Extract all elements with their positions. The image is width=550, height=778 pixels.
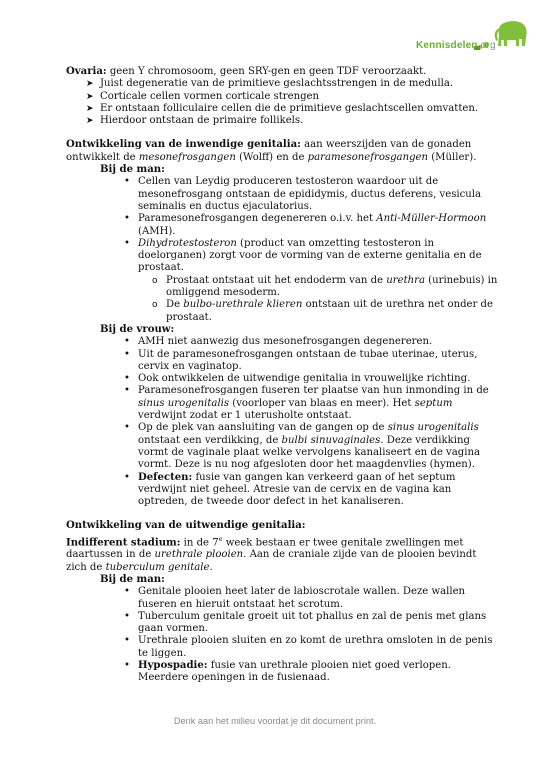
list-item: ➤ Juist degeneratie van de primitieve geslachtsstrengen in de medulla. [86, 78, 454, 90]
sub-list-item: o Prostaat ontstaat uit het endoderm van de urethra (urinebuis) in omliggend mesoderm. [152, 274, 498, 299]
ovaria-title: Ovaria: [66, 66, 107, 77]
bullet-icon: • [124, 385, 130, 397]
kennisdelen-logo [416, 18, 534, 54]
inwendig-vrouw-heading: Bij de vrouw: [100, 323, 175, 335]
bullet-icon: • [124, 586, 130, 598]
ovaria-text: geen Y chromosoom, geen SRY-gen en geen TDF veroorzaakt. [106, 66, 427, 77]
inwendig-intro: Ontwikkeling van de inwendige genitalia: aan weerszijden van de gonaden ontwikkelt de mesonefrosgangen (Wolff) en de paramesonefrosgangen (Müller). [66, 139, 477, 163]
bullet-icon: • [124, 237, 130, 249]
sub-list-item: o De bulbo-urethrale klieren ontstaan uit de urethra net onder de prostaat. [152, 299, 493, 323]
bullet-icon: • [124, 660, 130, 672]
list-item: • Cellen van Leydig produceren testosteron waardoor uit de mesonefrosgang ontstaan de epididymis, ductus deferens, vesicula seminalis en ductus ejaculatorius. [124, 176, 482, 212]
circle-bullet-icon: o [152, 275, 158, 286]
bullet-icon: • [124, 336, 130, 348]
brand-wordmark [416, 40, 496, 51]
inwendig-man-list [66, 176, 498, 324]
arrow-bullet-icon: ➤ [86, 79, 94, 90]
list-item: • Paramesonefrosgangen degenereren o.i.v. het Anti-Müller-Hormoon (AMH). [124, 213, 487, 237]
bullet-icon: • [124, 610, 130, 622]
arrow-bullet-icon: ➤ [86, 116, 94, 127]
list-item: • Paramesonefrosgangen fuseren ter plaatse van hun inmonding in de sinus urogenitalis (voorloper van blaas en meer). Het septum verdwijnt zodat er 1 uterusholte ontstaat. [124, 385, 489, 422]
arrow-bullet-icon: ➤ [86, 103, 94, 114]
bullet-icon: • [124, 176, 130, 188]
circle-bullet-icon: o [152, 300, 158, 311]
bullet-icon: • [124, 213, 130, 225]
list-item: • Tuberculum genitale groeit uit tot phallus en zal de penis met glans gaan vormen. [124, 610, 487, 635]
list-item: • Urethrale plooien sluiten en zo komt de urethra omsloten in de penis te liggen. [124, 635, 493, 659]
inwendig-vrouw-list [66, 336, 498, 508]
list-item: • Hypospadie: fusie van urethrale plooien niet goed verlopen. Meerdere openingen in de fusienaad. [124, 660, 451, 684]
list-item: ➤ Hierdoor ontstaan de primaire follikels. [86, 115, 304, 127]
list-item: ➤ Er ontstaan folliculaire cellen die de primitieve geslachtscellen omvatten. [86, 102, 479, 114]
brand-name: Kennisdelen [416, 40, 478, 51]
ovaria-paragraph [66, 66, 498, 78]
uitwendig-man-heading: Bij de man: [100, 573, 165, 585]
bullet-icon: • [124, 422, 130, 434]
uitwendig-man-list [66, 586, 498, 684]
list-item: • Op de plek van aansluiting van de gangen op de sinus urogenitalis ontstaat een verdikking, de bulbi sinuvaginales. Deze verdikking vormt de vaginale plaat welke vervolgens kanaliseert en de vagina vormt. Deze is nu nog afgesloten door het maagdenvlies (hymen). [124, 422, 480, 471]
document-body [66, 66, 498, 685]
inwendig-title: Ontwikkeling van de inwendige genitalia: [66, 139, 301, 151]
list-item: • Genitale plooien heet later de labioscrotale wallen. Deze wallen fuseren en hieruit ontstaat het scrotum. [124, 586, 466, 610]
bullet-icon: • [124, 471, 130, 483]
list-item: • Dihydrotestosteron (product van omzetting testosteron in doelorganen) zorgt voor de vorming van de externe genitalia en de prostaat. o Prostaat ontstaat uit het endoderm van de urethra (urinebuis) in omliggend mesoderm. o De bulbo-urethrale klieren ontstaan uit de urethra net onder de prostaat. [124, 237, 498, 323]
page-footer: Denk aan het milieu voordat je dit document print. [173, 716, 377, 726]
arrow-bullet-icon: ➤ [86, 91, 94, 102]
list-item: ➤ Corticale cellen vormen corticale strengen [86, 90, 320, 102]
list-item: • AMH niet aanwezig dus mesonefrosgangen degenereren. [124, 336, 433, 348]
list-item: • Ook ontwikkelen de uitwendige genitalia in vrouwelijke richting. [124, 373, 471, 385]
indifferent-paragraph: Indifferent stadium: in de 7e week bestaan er twee genitale zwellingen met daartussen in de urethrale plooien. Aan de craniale zijde van de plooien bevindt zich de tuberculum genitale. [66, 534, 477, 573]
prostate-sublist [138, 275, 498, 324]
bullet-icon: • [124, 635, 130, 647]
uitwendig-title: Ontwikkeling van de uitwendige genitalia: [66, 520, 306, 532]
brand-tld: .org [477, 40, 496, 51]
ovaria-list [66, 78, 498, 127]
list-item: • Defecten: fusie van gangen kan verkeerd gaan of het septum verdwijnt niet geheel. Atresie van de cervix en de vagina kan optreden, de tweede door defect in het kanaliseren. [124, 471, 456, 508]
list-item: • Uit de paramesonefrosgangen ontstaan de tubae uterinae, uterus, cervix en vaginatop. [124, 348, 478, 372]
bullet-icon: • [124, 373, 130, 385]
bullet-icon: • [124, 348, 130, 360]
inwendig-man-heading: Bij de man: [100, 164, 165, 176]
